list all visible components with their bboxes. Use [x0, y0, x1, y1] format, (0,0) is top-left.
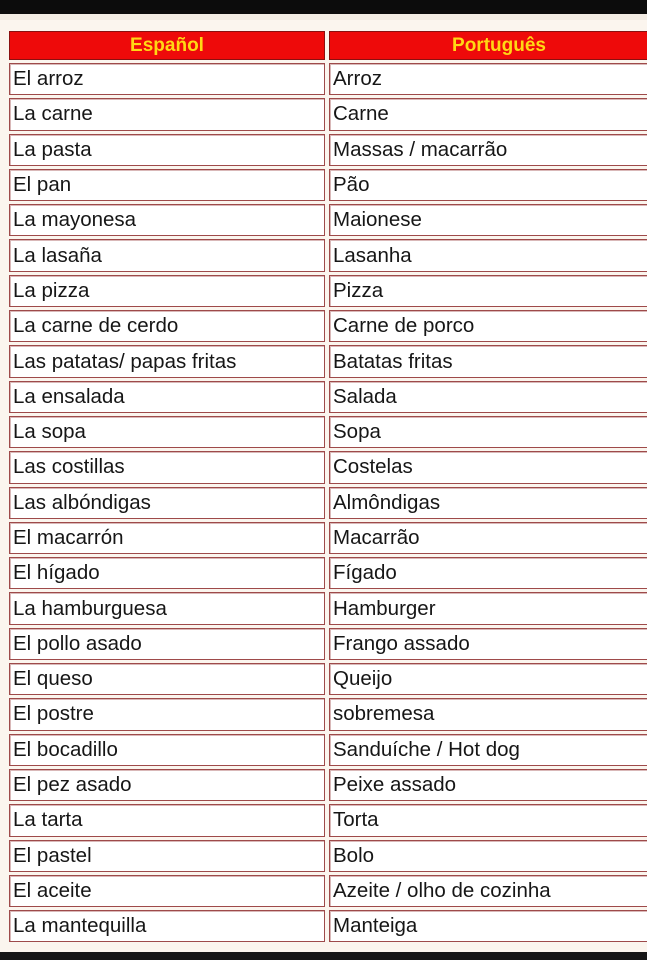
- spanish-cell: El pastel: [9, 840, 325, 872]
- spanish-cell: El pollo asado: [9, 628, 325, 660]
- table-row: [9, 769, 647, 801]
- portuguese-cell: Costelas: [329, 451, 647, 483]
- table-row: [9, 734, 647, 766]
- bottom-dark-bar: [0, 952, 647, 960]
- table-row: [9, 592, 647, 624]
- table-row: [9, 522, 647, 554]
- spanish-cell: Las costillas: [9, 451, 325, 483]
- spanish-cell: El macarrón: [9, 522, 325, 554]
- spanish-cell: La mantequilla: [9, 910, 325, 942]
- table-row: [9, 275, 647, 307]
- table-row: [9, 804, 647, 836]
- spanish-cell: La carne de cerdo: [9, 310, 325, 342]
- portuguese-cell: Sanduíche / Hot dog: [329, 734, 647, 766]
- header-portuguese: Português: [329, 31, 647, 60]
- spanish-cell: La ensalada: [9, 381, 325, 413]
- spanish-cell: La pizza: [9, 275, 325, 307]
- portuguese-cell: Pizza: [329, 275, 647, 307]
- spanish-cell: La carne: [9, 98, 325, 130]
- portuguese-cell: Azeite / olho de cozinha: [329, 875, 647, 907]
- table-row: [9, 910, 647, 942]
- portuguese-cell: Hamburger: [329, 592, 647, 624]
- table-row: [9, 628, 647, 660]
- portuguese-cell: Macarrão: [329, 522, 647, 554]
- table-row: [9, 204, 647, 236]
- spanish-cell: El pan: [9, 169, 325, 201]
- table-row: [9, 698, 647, 730]
- portuguese-cell: Frango assado: [329, 628, 647, 660]
- table-row: [9, 239, 647, 271]
- spanish-cell: El aceite: [9, 875, 325, 907]
- table-row: [9, 875, 647, 907]
- portuguese-cell: Batatas fritas: [329, 345, 647, 377]
- portuguese-cell: Salada: [329, 381, 647, 413]
- table-row: [9, 381, 647, 413]
- header-spanish: Español: [9, 31, 325, 60]
- vocabulary-body: [9, 63, 647, 942]
- spanish-cell: Las patatas/ papas fritas: [9, 345, 325, 377]
- portuguese-cell: Torta: [329, 804, 647, 836]
- table-row: [9, 451, 647, 483]
- spanish-cell: La tarta: [9, 804, 325, 836]
- spanish-cell: El postre: [9, 698, 325, 730]
- portuguese-cell: Arroz: [329, 63, 647, 95]
- portuguese-cell: Fígado: [329, 557, 647, 589]
- top-dark-bar: [0, 0, 647, 14]
- table-row: [9, 557, 647, 589]
- spanish-cell: Las albóndigas: [9, 487, 325, 519]
- portuguese-cell: sobremesa: [329, 698, 647, 730]
- table-row: [9, 169, 647, 201]
- portuguese-cell: Pão: [329, 169, 647, 201]
- spanish-cell: El pez asado: [9, 769, 325, 801]
- portuguese-cell: Massas / macarrão: [329, 134, 647, 166]
- portuguese-cell: Bolo: [329, 840, 647, 872]
- table-row: [9, 345, 647, 377]
- spanish-cell: El arroz: [9, 63, 325, 95]
- portuguese-cell: Almôndigas: [329, 487, 647, 519]
- table-row: [9, 134, 647, 166]
- spanish-cell: La hamburguesa: [9, 592, 325, 624]
- spanish-cell: La pasta: [9, 134, 325, 166]
- table-row: [9, 840, 647, 872]
- spanish-cell: La lasaña: [9, 239, 325, 271]
- table-row: [9, 663, 647, 695]
- spanish-cell: La mayonesa: [9, 204, 325, 236]
- spanish-cell: El bocadillo: [9, 734, 325, 766]
- portuguese-cell: Manteiga: [329, 910, 647, 942]
- portuguese-cell: Lasanha: [329, 239, 647, 271]
- portuguese-cell: Carne: [329, 98, 647, 130]
- portuguese-cell: Maionese: [329, 204, 647, 236]
- portuguese-cell: Carne de porco: [329, 310, 647, 342]
- table-row: [9, 487, 647, 519]
- table-row: [9, 416, 647, 448]
- top-light-strip: [0, 14, 647, 20]
- table-row: [9, 98, 647, 130]
- spanish-cell: El queso: [9, 663, 325, 695]
- portuguese-cell: Queijo: [329, 663, 647, 695]
- header-row: [9, 31, 647, 60]
- portuguese-cell: Peixe assado: [329, 769, 647, 801]
- table-row: [9, 310, 647, 342]
- vocabulary-table: [5, 28, 647, 945]
- spanish-cell: La sopa: [9, 416, 325, 448]
- portuguese-cell: Sopa: [329, 416, 647, 448]
- spanish-cell: El hígado: [9, 557, 325, 589]
- table-row: [9, 63, 647, 95]
